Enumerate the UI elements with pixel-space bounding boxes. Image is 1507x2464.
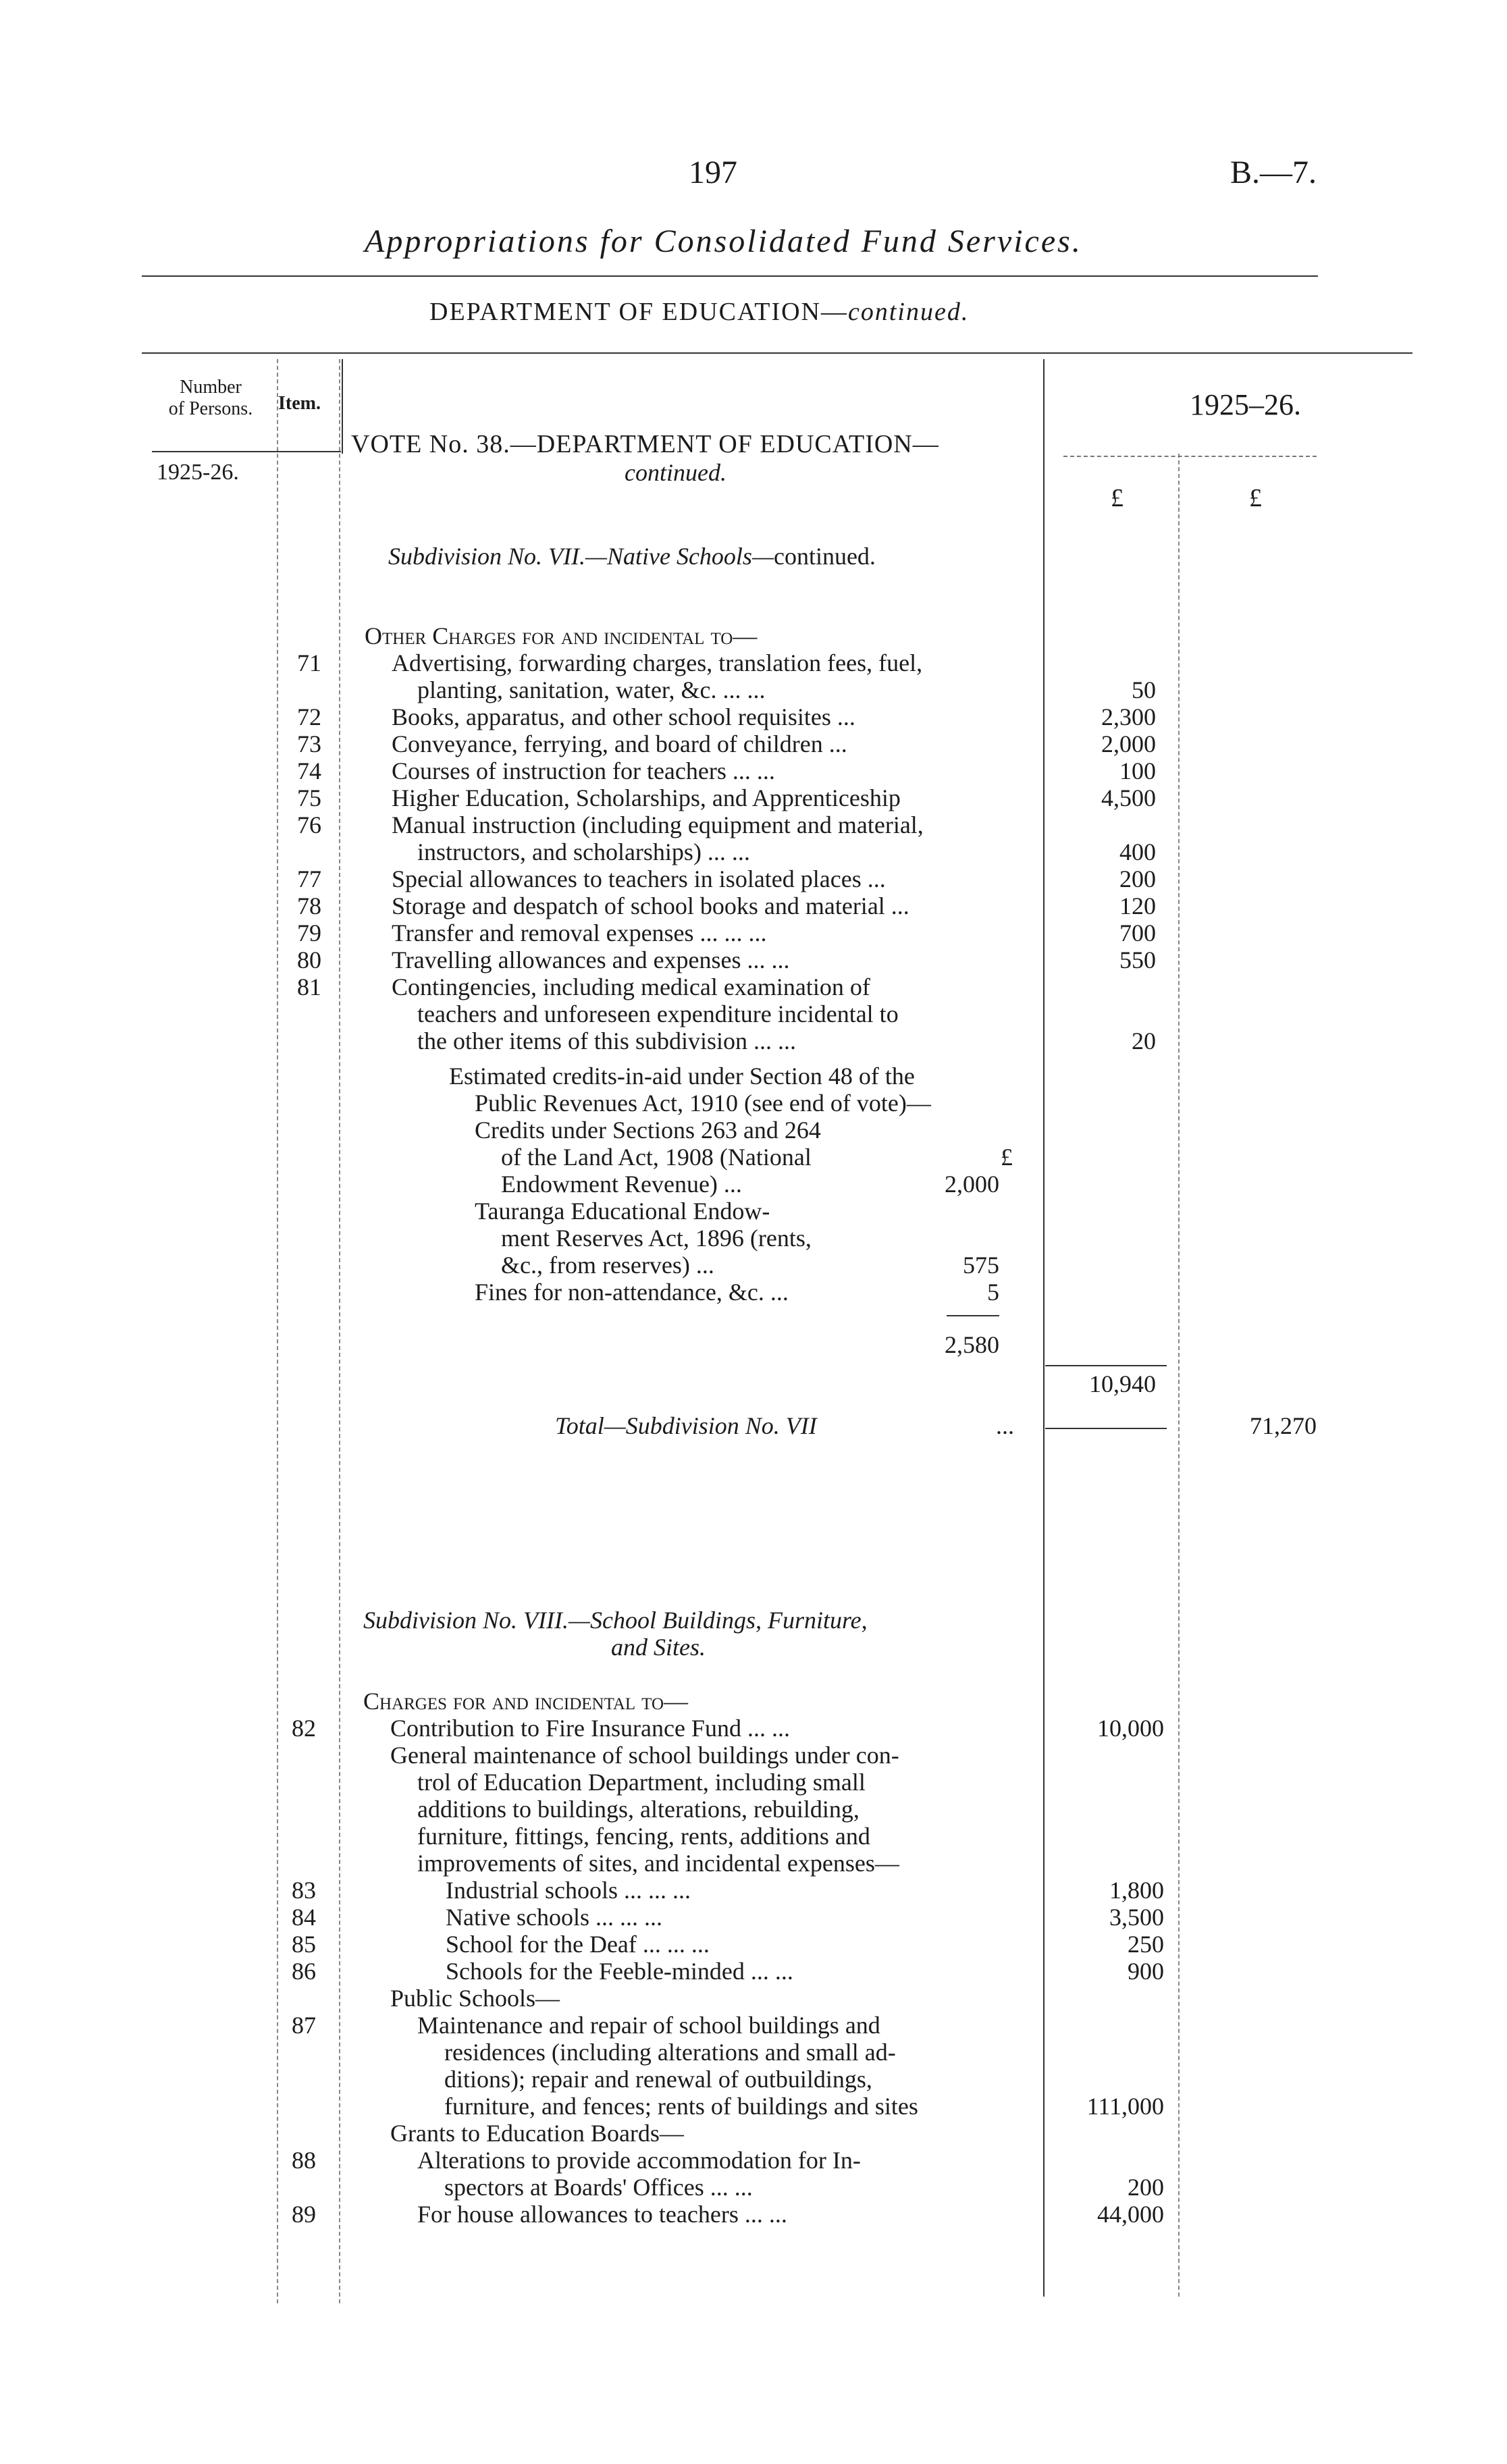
tauranga-credit-amount: 575: [963, 1252, 999, 1279]
item-number-88: 88: [292, 2147, 316, 2174]
fines-credit-amount: 5: [987, 1279, 999, 1306]
item-87-line: residences (including alterations and small ad-: [444, 2039, 896, 2066]
amount-column-rule-left: [1043, 359, 1045, 2297]
land-act-credit-amount: 2,000: [945, 1171, 999, 1198]
item-number: 73: [297, 730, 321, 757]
item-text-line: the other items of this subdivision ... ...: [417, 1027, 796, 1054]
item-amount: 4,500: [1101, 784, 1156, 811]
item-87-line: ditions); repair and renewal of outbuildings,: [444, 2066, 872, 2093]
land-act-credit-line2: of the Land Act, 1908 (National: [501, 1144, 812, 1171]
item-number: 71: [297, 649, 321, 676]
amount-column-rule-middle: [1178, 454, 1180, 2297]
item-number: 79: [297, 919, 321, 946]
credits-total: 2,580: [945, 1331, 999, 1358]
general-maintenance-line: General maintenance of school buildings under con-: [390, 1742, 899, 1769]
item-text-line: instructors, and scholarships) ... ...: [417, 838, 750, 865]
item-82-text: Contribution to Fire Insurance Fund ... ...: [390, 1715, 790, 1742]
item-number: 75: [297, 784, 321, 811]
item-amount: 100: [1119, 757, 1156, 784]
item-82-amount: 10,000: [1097, 1715, 1164, 1742]
number-header-line1: Number: [180, 377, 242, 398]
item-number: 76: [297, 811, 321, 838]
credits-heading-line2: Public Revenues Act, 1910 (see end of vote)—: [475, 1090, 931, 1117]
item-amount: 250: [1128, 1931, 1164, 1958]
item-89-text: For house allowances to teachers ... ...: [417, 2201, 787, 2228]
item-text-line: Transfer and removal expenses ... ... ...: [392, 919, 767, 946]
item-89-amount: 44,000: [1097, 2201, 1164, 2228]
land-act-credit-line1: Credits under Sections 263 and 264: [475, 1117, 821, 1144]
item-amount: 550: [1119, 946, 1156, 973]
item-number: 85: [292, 1931, 316, 1958]
item-amount: 900: [1128, 1958, 1164, 1985]
item-88-amount: 200: [1128, 2174, 1164, 2201]
vote-heading-continued: continued.: [625, 459, 726, 486]
number-header-rule: [152, 451, 341, 452]
charges-heading: Charges for and incidental to—: [363, 1688, 689, 1715]
item-number: 72: [297, 703, 321, 730]
year-amount-column: 1925–26.: [1190, 388, 1301, 421]
land-act-pound-sign: £: [1001, 1144, 1013, 1171]
general-maintenance-line: trol of Education Department, including small: [417, 1769, 866, 1796]
item-text-line: Higher Education, Scholarships, and Apprenticeship: [392, 784, 901, 811]
number-of-persons-header: [150, 377, 271, 420]
item-number-82: 82: [292, 1715, 316, 1742]
item-number: 84: [292, 1904, 316, 1931]
subdivision-vii-total-label: Total—Subdivision No. VII: [555, 1412, 817, 1439]
pound-sign-column1: £: [1111, 484, 1123, 512]
item-amount: 120: [1119, 892, 1156, 919]
item-text-line: Advertising, forwarding charges, translation fees, fuel,: [392, 649, 923, 676]
item-amount: 50: [1132, 676, 1156, 703]
item-text-line: Schools for the Feeble-minded ... ...: [446, 1958, 793, 1985]
other-charges-heading: Other Charges for and incidental to—: [365, 622, 758, 649]
item-number: 86: [292, 1958, 316, 1985]
credits-total-rule: [947, 1315, 999, 1316]
item-text-line: Storage and despatch of school books and material ...: [392, 892, 909, 919]
item-amount: 2,000: [1101, 730, 1156, 757]
department-rule: [142, 352, 1412, 354]
pound-sign-column2: £: [1249, 484, 1262, 512]
number-header-line2: of Persons.: [168, 398, 253, 419]
department-continued: continued.: [848, 298, 970, 326]
item-87-line: Maintenance and repair of school buildings and: [417, 2012, 880, 2039]
item-87-line: furniture, and fences; rents of buildings and sites: [444, 2093, 918, 2120]
subdivision-vii-continued: continued.: [773, 543, 876, 570]
subdivision-vii-grand-total: 71,270: [1250, 1412, 1317, 1439]
general-maintenance-line: additions to buildings, alterations, rebuilding,: [417, 1796, 860, 1823]
item-column-rule-left: [339, 359, 340, 2303]
subdivision-vii-title: Subdivision No. VII.—Native Schools—: [388, 543, 774, 570]
page-title: Appropriations for Consolidated Fund Services.: [365, 223, 1082, 259]
item-text-line: Native schools ... ... ...: [446, 1904, 662, 1931]
item-amount: 1,800: [1109, 1877, 1164, 1904]
item-text-line: Manual instruction (including equipment and material,: [392, 811, 924, 838]
item-number: 77: [297, 865, 321, 892]
subdivision-vii-subtotal: 10,940: [1089, 1370, 1156, 1397]
item-88-line: Alterations to provide accommodation for In-: [417, 2147, 861, 2174]
subtotal-rule: [1045, 1365, 1167, 1366]
item-number-87: 87: [292, 2012, 316, 2039]
public-schools-heading: Public Schools—: [390, 1985, 560, 2012]
item-text-line: Books, apparatus, and other school requisites ...: [392, 703, 855, 730]
item-amount: 3,500: [1109, 1904, 1164, 1931]
item-text-line: teachers and unforeseen expenditure incidental to: [417, 1000, 899, 1027]
item-amount: 200: [1119, 865, 1156, 892]
item-text-line: Industrial schools ... ... ...: [446, 1877, 691, 1904]
tauranga-credit-line3: &c., from reserves) ...: [501, 1252, 714, 1279]
general-maintenance-line: furniture, fittings, fencing, rents, additions and: [417, 1823, 870, 1850]
item-number: 80: [297, 946, 321, 973]
item-amount: 2,300: [1101, 703, 1156, 730]
tauranga-credit-line2: ment Reserves Act, 1896 (rents,: [501, 1225, 812, 1252]
item-number: 83: [292, 1877, 316, 1904]
item-number-89: 89: [292, 2201, 316, 2228]
item-header: Item.: [278, 393, 321, 414]
subdivision-viii-heading-line2: and Sites.: [611, 1634, 706, 1661]
amount-header-rule: [1063, 456, 1317, 457]
subdivision-vii-total-dots: ...: [996, 1412, 1014, 1439]
document-reference: B.—7.: [1230, 155, 1317, 190]
item-text-line: Contingencies, including medical examination of: [392, 973, 870, 1000]
item-text-line: School for the Deaf ... ... ...: [446, 1931, 710, 1958]
item-text-line: Conveyance, ferrying, and board of children ...: [392, 730, 847, 757]
item-amount: 20: [1132, 1027, 1156, 1054]
item-88-line: spectors at Boards' Offices ... ...: [444, 2174, 753, 2201]
credits-heading-line1: Estimated credits-in-aid under Section 48 of the: [449, 1063, 915, 1090]
grants-heading: Grants to Education Boards—: [390, 2120, 684, 2147]
fines-credit: Fines for non-attendance, &c. ...: [475, 1279, 789, 1306]
subtotal-under-rule: [1045, 1428, 1167, 1429]
item-number: 78: [297, 892, 321, 919]
item-text-line: planting, sanitation, water, &c. ... ...: [417, 676, 766, 703]
item-amount: 700: [1119, 919, 1156, 946]
department-heading: [429, 297, 969, 327]
item-text-line: Special allowances to teachers in isolated places ...: [392, 865, 886, 892]
item-column-rule-right: [342, 359, 343, 454]
number-column-rule: [277, 359, 278, 2303]
item-87-amount: 111,000: [1086, 2093, 1164, 2120]
year-number-column: 1925-26.: [157, 460, 239, 485]
page-number: 197: [689, 155, 737, 190]
subdivision-viii-heading-line1: Subdivision No. VIII.—School Buildings, Furniture,: [363, 1607, 868, 1634]
item-text-line: Travelling allowances and expenses ... ...: [392, 946, 790, 973]
item-number: 81: [297, 973, 321, 1000]
general-maintenance-line: improvements of sites, and incidental expenses—: [417, 1850, 899, 1877]
item-text-line: Courses of instruction for teachers ... ...: [392, 757, 775, 784]
tauranga-credit-line1: Tauranga Educational Endow-: [475, 1198, 770, 1225]
vote-heading: VOTE No. 38.—DEPARTMENT OF EDUCATION—: [351, 430, 939, 458]
land-act-credit-line3: Endowment Revenue) ...: [501, 1171, 742, 1198]
item-amount: 400: [1119, 838, 1156, 865]
subdivision-vii-heading: [388, 543, 876, 570]
title-rule: [142, 275, 1318, 277]
department-name: DEPARTMENT OF EDUCATION—: [429, 298, 848, 326]
item-number: 74: [297, 757, 321, 784]
